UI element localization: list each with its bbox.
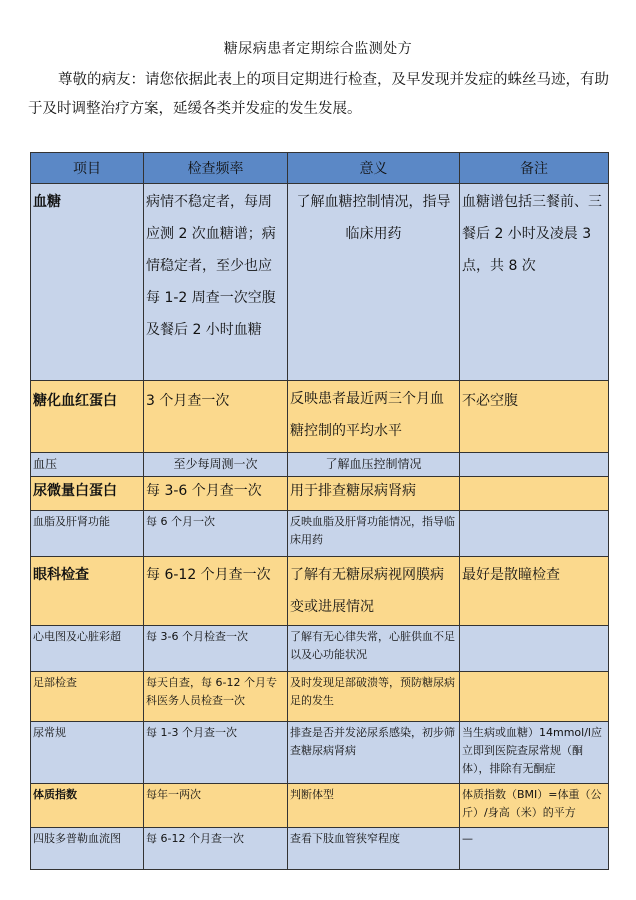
row-note: 体质指数（BMI）=体重（公斤）/身高（米）的平方 [460, 784, 609, 828]
row-meaning: 了解血压控制情况 [288, 453, 460, 477]
row-meaning: 查看下肢血管狭窄程度 [288, 828, 460, 870]
header-item: 项目 [31, 153, 144, 184]
row-frequency: 每 1-3 个月查一次 [144, 722, 288, 784]
row-note [460, 477, 609, 511]
row-item: 心电图及心脏彩超 [31, 626, 144, 672]
row-meaning: 了解血糖控制情况，指导临床用药 [288, 184, 460, 381]
table-row [31, 557, 609, 626]
document-title: 糖尿病患者定期综合监测处方 [223, 41, 413, 57]
monitoring-table [30, 152, 609, 870]
row-item: 尿微量白蛋白 [31, 477, 144, 511]
row-note: 血糖谱包括三餐前、三餐后 2 小时及凌晨 3 点，共 8 次 [460, 184, 609, 381]
row-frequency: 每年一两次 [144, 784, 288, 828]
row-item: 四肢多普勒血流图 [31, 828, 144, 870]
row-note [460, 453, 609, 477]
row-note: 当生病或血糖）14mmol/l应立即到医院查尿常规（酮体），排除有无酮症 [460, 722, 609, 784]
intro-paragraph: 尊敬的病友：请您依据此表上的项目定期进行检查，及早发现并发症的蛛丝马迹，有助于及时调整治疗方案，延缓各类并发症的发生发展。 [28, 72, 609, 117]
row-note: — [460, 828, 609, 870]
row-meaning: 及时发现足部破溃等，预防糖尿病足的发生 [288, 672, 460, 722]
row-note [460, 626, 609, 672]
row-frequency: 至少每周测一次 [144, 453, 288, 477]
row-item: 尿常规 [31, 722, 144, 784]
table-header-row [31, 153, 609, 184]
row-meaning: 反映患者最近两三个月血糖控制的平均水平 [288, 381, 460, 453]
header-meaning: 意义 [288, 153, 460, 184]
header-note: 备注 [460, 153, 609, 184]
row-meaning: 判断体型 [288, 784, 460, 828]
row-frequency: 病情不稳定者，每周应测 2 次血糖谱；病情稳定者，至少也应每 1-2 周查一次空腹及餐后 2 小时血糖 [144, 184, 288, 381]
row-note [460, 511, 609, 557]
row-meaning: 反映血脂及肝肾功能情况，指导临床用药 [288, 511, 460, 557]
row-meaning: 用于排查糖尿病肾病 [288, 477, 460, 511]
row-frequency: 每 6 个月一次 [144, 511, 288, 557]
row-item: 体质指数 [31, 784, 144, 828]
row-note: 最好是散瞳检查 [460, 557, 609, 626]
row-meaning: 了解有无心律失常，心脏供血不足以及心功能状况 [288, 626, 460, 672]
row-item: 血糖 [31, 184, 144, 381]
table-row [31, 784, 609, 828]
row-frequency: 每天自查，每 6-12 个月专科医务人员检查一次 [144, 672, 288, 722]
table-row [31, 381, 609, 453]
row-note: 不必空腹 [460, 381, 609, 453]
row-meaning: 排查是否并发泌尿系感染，初步筛查糖尿病肾病 [288, 722, 460, 784]
row-item: 血脂及肝肾功能 [31, 511, 144, 557]
row-meaning: 了解有无糖尿病视网膜病变或进展情况 [288, 557, 460, 626]
table-row [31, 722, 609, 784]
row-item: 足部检查 [31, 672, 144, 722]
row-item: 血压 [31, 453, 144, 477]
table-row [31, 672, 609, 722]
table-row [31, 184, 609, 381]
row-frequency: 每 3-6 个月检查一次 [144, 626, 288, 672]
row-frequency: 每 3-6 个月查一次 [144, 477, 288, 511]
row-frequency: 3 个月查一次 [144, 381, 288, 453]
row-item: 眼科检查 [31, 557, 144, 626]
table-row [31, 626, 609, 672]
row-note [460, 672, 609, 722]
table-row [31, 828, 609, 870]
table-row [31, 511, 609, 557]
row-frequency: 每 6-12 个月查一次 [144, 828, 288, 870]
header-frequency: 检查频率 [144, 153, 288, 184]
table-row [31, 453, 609, 477]
row-frequency: 每 6-12 个月查一次 [144, 557, 288, 626]
row-item: 糖化血红蛋白 [31, 381, 144, 453]
table-row [31, 477, 609, 511]
